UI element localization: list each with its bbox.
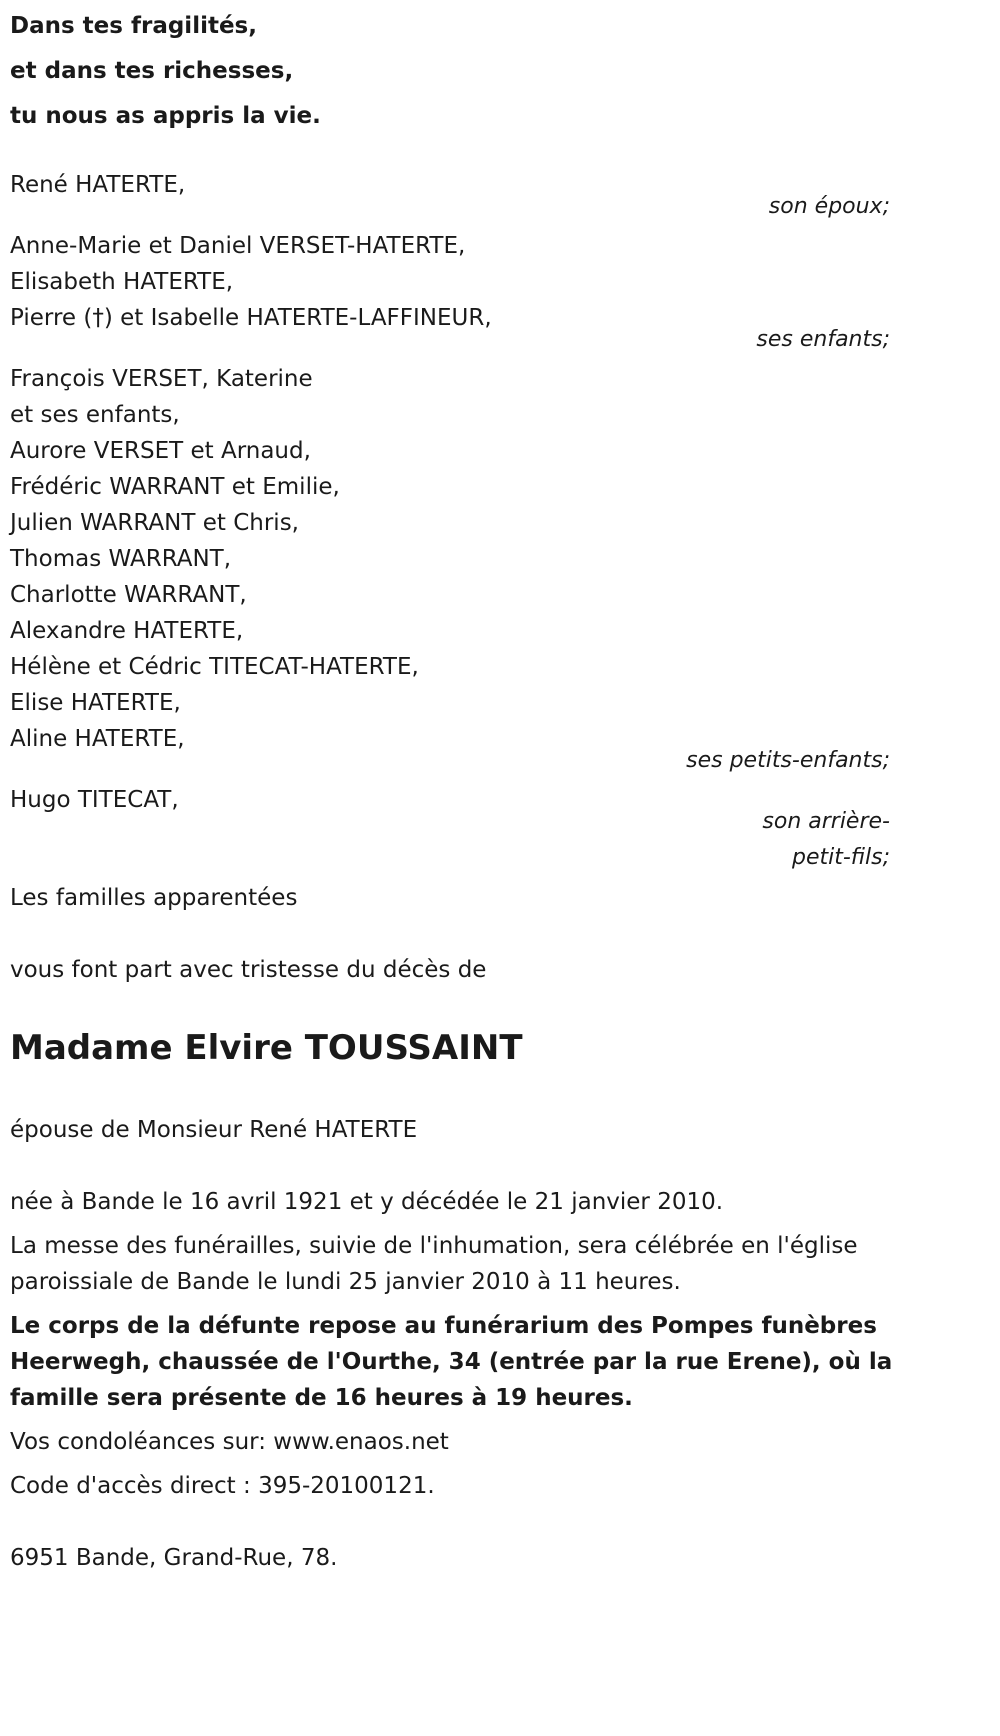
viewing-line: Heerwegh, chaussée de l'Ourthe, 34 (entrée par la rue Erene), où la [10, 1349, 893, 1375]
spouse-of-line: épouse de Monsieur René HATERTE [10, 1117, 418, 1143]
great-grandchild-block [10, 782, 890, 876]
family-name-line: Julien WARRANT et Chris, [10, 510, 299, 536]
family-name-line: Elise HATERTE, [10, 690, 181, 716]
children-block [10, 228, 890, 358]
family-name-line: Aline HATERTE, [10, 726, 185, 752]
relationship-label: ses enfants; [756, 327, 890, 352]
relationship-label: ses petits-enfants; [686, 748, 890, 773]
family-name-line: Hélène et Cédric TITECAT-HATERTE, [10, 654, 419, 680]
address-line: 6951 Bande, Grand-Rue, 78. [10, 1545, 338, 1571]
epigraph-line: tu nous as appris la vie. [10, 103, 321, 129]
relatives-line: Les familles apparentées [10, 885, 298, 911]
spouse-block [10, 167, 890, 225]
epigraph-line: et dans tes richesses, [10, 58, 294, 84]
viewing-paragraph [10, 1308, 893, 1416]
viewing-line: famille sera présente de 16 heures à 19 heures. [10, 1385, 633, 1411]
family-name-line: Hugo TITECAT, [10, 787, 179, 813]
funeral-line: paroissiale de Bande le lundi 25 janvier 2010 à 11 heures. [10, 1269, 681, 1295]
funeral-paragraph [10, 1228, 890, 1300]
grandchildren-block [10, 361, 890, 779]
epigraph [10, 4, 890, 139]
obituary-notice [10, 0, 893, 1576]
family-name-line: et ses enfants, [10, 402, 180, 428]
family-name-line: Anne-Marie et Daniel VERSET-HATERTE, [10, 233, 466, 259]
family-name-line: Elisabeth HATERTE, [10, 269, 234, 295]
access-code-line: Code d'accès direct : 395-20100121. [10, 1473, 435, 1499]
family-name-line: Pierre (†) et Isabelle HATERTE-LAFFINEUR, [10, 305, 492, 331]
birth-death-line: née à Bande le 16 avril 1921 et y décédée le 21 janvier 2010. [10, 1189, 724, 1215]
family-name-line: Charlotte WARRANT, [10, 582, 247, 608]
funeral-line: La messe des funérailles, suivie de l'inhumation, sera célébrée en l'église [10, 1233, 858, 1259]
viewing-line: Le corps de la défunte repose au funérarium des Pompes funèbres [10, 1313, 877, 1339]
family-name-line: Alexandre HATERTE, [10, 618, 244, 644]
family-name-line: François VERSET, Katerine [10, 366, 313, 392]
epigraph-line: Dans tes fragilités, [10, 13, 257, 39]
relationship-label: petit-fils; [791, 845, 890, 870]
family-name-line: René HATERTE, [10, 172, 186, 198]
announcement-line: vous font part avec tristesse du décès de [10, 957, 487, 983]
relationship-label: son arrière- [762, 809, 890, 834]
family-name-line: Thomas WARRANT, [10, 546, 232, 572]
family-name-line: Aurore VERSET et Arnaud, [10, 438, 311, 464]
relationship-label: son époux; [768, 194, 890, 219]
deceased-name: Madame Elvire TOUSSAINT [10, 1028, 523, 1068]
family-name-line: Frédéric WARRANT et Emilie, [10, 474, 340, 500]
condolences-line: Vos condoléances sur: www.enaos.net [10, 1429, 449, 1455]
